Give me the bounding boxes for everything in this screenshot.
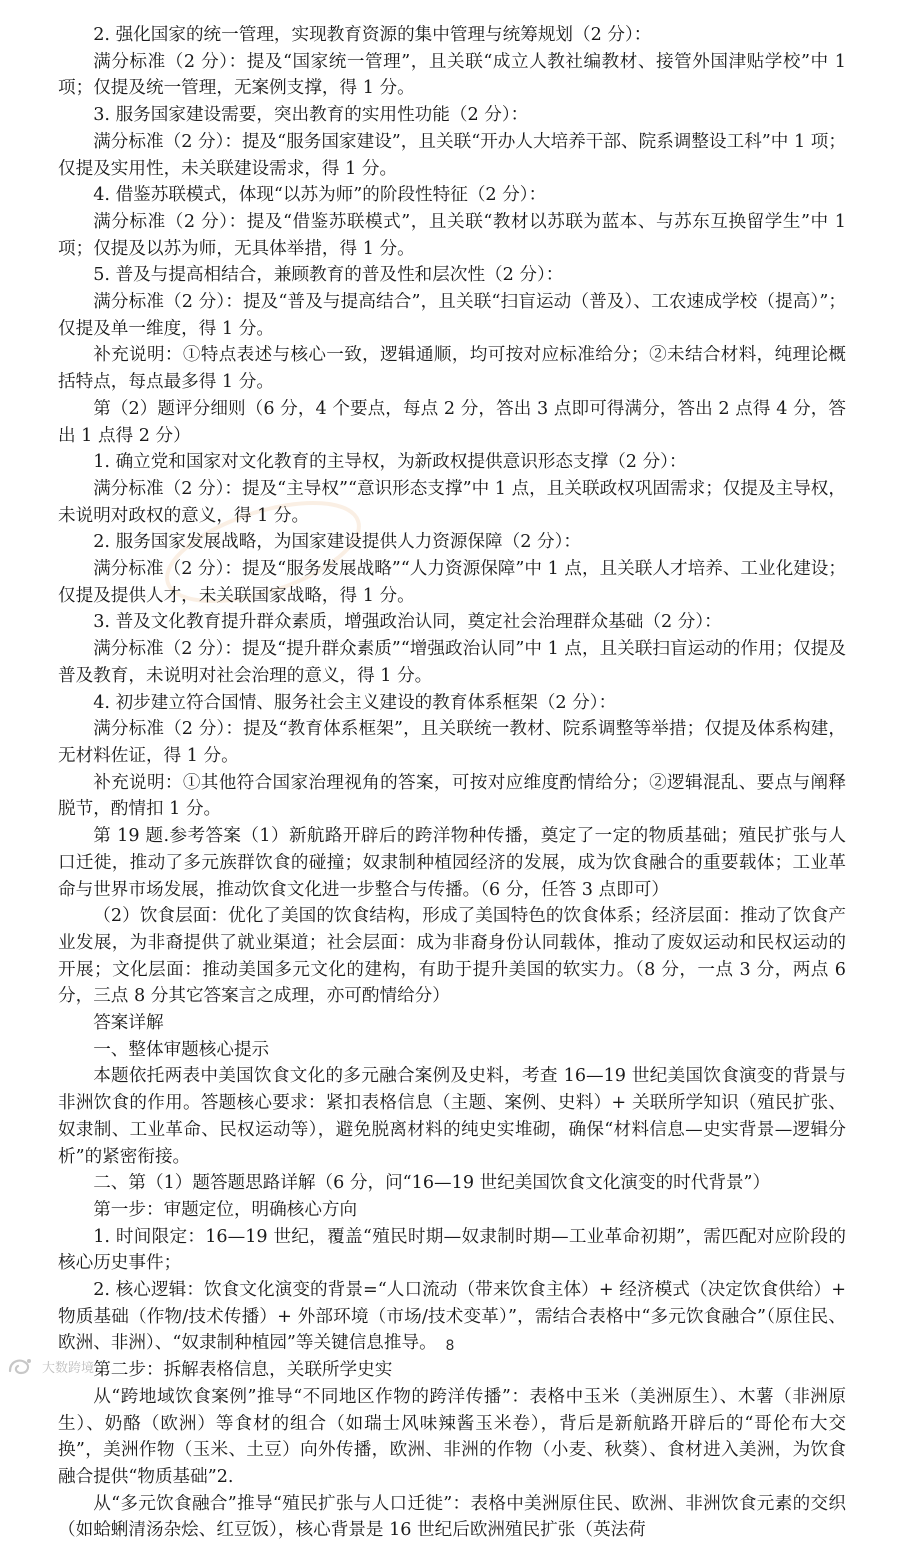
q2-point-1-standard: 满分标准（2 分）：提及“主导权”“意识形态支撑”中 1 点，且关联政权巩固需求；仅提及主导权，未说明对政权的意义，得 1 分。 (58, 478, 846, 526)
answer-details-heading: 答案详解 (93, 1013, 164, 1034)
q2-point-4-heading: 4. 初步建立符合国情、服务社会主义建设的教育体系框架（2 分）： (93, 692, 617, 713)
document-page (58, 22, 846, 1544)
q2-point-4-standard: 满分标准（2 分）：提及“教育体系框架”，且关联统一教材、院系调整等举措；仅提及体系构建，无材料佐证，得 1 分。 (58, 719, 846, 766)
step-2-body-2: 从“多元饮食融合”推导“殖民扩张与人口迁徙”：表格中美洲原住民、欧洲、非洲饮食元素的交织（如蛤蜊清汤杂烩、红豆饭），核心背景是 16 世纪后欧洲殖民扩张（英法荷 (58, 1493, 846, 1541)
question-19-answer-2: （2）饮食层面：优化了美国的饮食结构，形成了美国特色的饮食体系；经济层面：推动了饮食产业发展，为非裔提供了就业渠道；社会层面：成为非裔身份认同载体，推动了废奴运动和民权运动的开展；文化层面：推动美国多元文化的建构，有助于提升美国的软实力。（8 分，一点 3 分，两点 6 分，三点 8 分其它答案言之成理，亦可酌情给分） (58, 906, 846, 1007)
watermark-text: 大数跨境 (42, 1360, 95, 1376)
criterion-3-heading: 3. 服务国家建设需要，突出教育的实用性功能（2 分）： (93, 105, 529, 126)
criterion-5-standard: 满分标准（2 分）：提及“普及与提高结合”，且关联“扫盲运动（普及）、工农速成学校（提高）”；仅提及单一维度，得 1 分。 (58, 292, 846, 339)
q2-point-3-standard: 满分标准（2 分）：提及“提升群众素质”“增强政治认同”中 1 点，且关联扫盲运动的作用；仅提及普及教育，未说明对社会治理的意义，得 1 分。 (58, 639, 846, 686)
criterion-5-heading: 5. 普及与提高相结合，兼顾教育的普及性和层次性（2 分）： (93, 265, 564, 286)
q2-point-3-heading: 3. 普及文化教育提升群众素质，增强政治认同，奠定社会治理群众基础（2 分）： (93, 612, 722, 633)
page-number: 8 (445, 1338, 455, 1354)
criterion-4-heading: 4. 借鉴苏联模式，体现“以苏为师”的阶段性特征（2 分）： (93, 185, 547, 206)
criterion-4-standard: 满分标准（2 分）：提及“借鉴苏联模式”，且关联“教材以苏联为蓝本、与苏东互换留学生”中 1 项；仅提及以苏为师，无具体举措，得 1 分。 (58, 211, 846, 259)
criterion-2-standard: 满分标准（2 分）：提及“国家统一管理”，且关联“成立人教社编教材、接管外国津贴学校”中 1 项；仅提及统一管理，无案例支撑，得 1 分。 (58, 51, 846, 99)
section-1-heading: 一、整体审题核心提示 (93, 1039, 270, 1060)
q2-point-2-standard: 满分标准（2 分）：提及“服务发展战略”“人力资源保障”中 1 点，且关联人才培养、工业化建设；仅提及提供人才，未关联国家战略，得 1 分。 (58, 559, 846, 606)
question-19-answer-1: 第 19 题.参考答案（1）新航路开辟后的跨洋物种传播，奠定了一定的物质基础；殖民扩张与人口迁徙，推动了多元族群饮食的碰撞；奴隶制种植园经济的发展，成为饮食融合的重要载体；工业革命与世界市场发展，推动饮食文化进一步整合与传播。（6 分，任答 3 点即可） (58, 826, 846, 900)
question-2-rubric-heading: 第（2）题评分细则（6 分，4 个要点，每点 2 分，答出 3 点即可得满分，答出 2 点得 4 分，答出 1 点得 2 分） (58, 398, 846, 446)
q2-point-1-heading: 1. 确立党和国家对文化教育的主导权，为新政权提供意识形态支撑（2 分）： (93, 452, 687, 473)
step-1-point-1: 1. 时间限定：16—19 世纪，覆盖“殖民时期—奴隶制时期—工业革命初期”，需匹配对应阶段的核心历史事件； (58, 1226, 846, 1274)
criterion-3-standard: 满分标准（2 分）：提及“服务国家建设”，且关联“开办人大培养干部、院系调整设工科”中 1 项；仅提及实用性，未关联建设需求，得 1 分。 (58, 131, 846, 179)
q2-point-2-heading: 2. 服务国家发展战略，为国家建设提供人力资源保障（2 分）： (93, 532, 581, 553)
section-1-body: 本题依托两表中美国饮食文化的多元融合案例及史料，考查 16—19 世纪美国饮食演变的背景与非洲饮食的作用。答题核心要求：紧扣表格信息（主题、案例、史料）+ 关联所学知识（殖民扩张、奴隶制、工业革命、民权运动等），避免脱离材料的纯史实堆砌，确保“材料信息—史实背景—逻辑分析”的紧密衔接。 (58, 1066, 846, 1167)
supplementary-note-2: 补充说明：①其他符合国家治理视角的答案，可按对应维度酌情给分；②逻辑混乱、要点与阐释脱节，酌情扣 1 分。 (58, 772, 846, 820)
step-2-body-1: 从“跨地域饮食案例”推导“不同地区作物的跨洋传播”：表格中玉米（美洲原生）、木薯（非洲原生）、奶酪（欧洲）等食材的组合（如瑞士风味辣酱玉米卷），背后是新航路开辟后的“哥伦布大交换”，美洲作物（玉米、土豆）向外传播，欧洲、非洲的作物（小麦、秋葵）、食材进入美洲，为饮食融合提供“物质基础”2. (58, 1386, 846, 1487)
brand-logo-icon (6, 1355, 36, 1377)
section-2-heading: 二、第（1）题答题思路详解（6 分，问“16—19 世纪美国饮食文化演变的时代背景”） (93, 1173, 771, 1194)
supplementary-note-1: 补充说明：①特点表述与核心一致，逻辑通顺，均可按对应标准给分；②未结合材料，纯理论概括特点，每点最多得 1 分。 (58, 345, 846, 393)
step-1-heading: 第一步：审题定位，明确核心方向 (93, 1199, 358, 1220)
criterion-2-heading: 2. 强化国家的统一管理，实现教育资源的集中管理与统筹规划（2 分）： (93, 25, 652, 45)
step-1-point-2: 2. 核心逻辑：饮食文化演变的背景=“人口流动（带来饮食主体）+ 经济模式（决定饮食供给）+ 物质基础（作物/技术传播）+ 外部环境（市场/技术变革）”，需结合表格中“多元饮食融合”（原住民、欧洲、非洲）、“奴隶制种植园”等关键信息推导。 (58, 1280, 846, 1354)
watermark (6, 1352, 94, 1380)
step-2-heading: 第二步：拆解表格信息，关联所学史实 (93, 1360, 393, 1381)
